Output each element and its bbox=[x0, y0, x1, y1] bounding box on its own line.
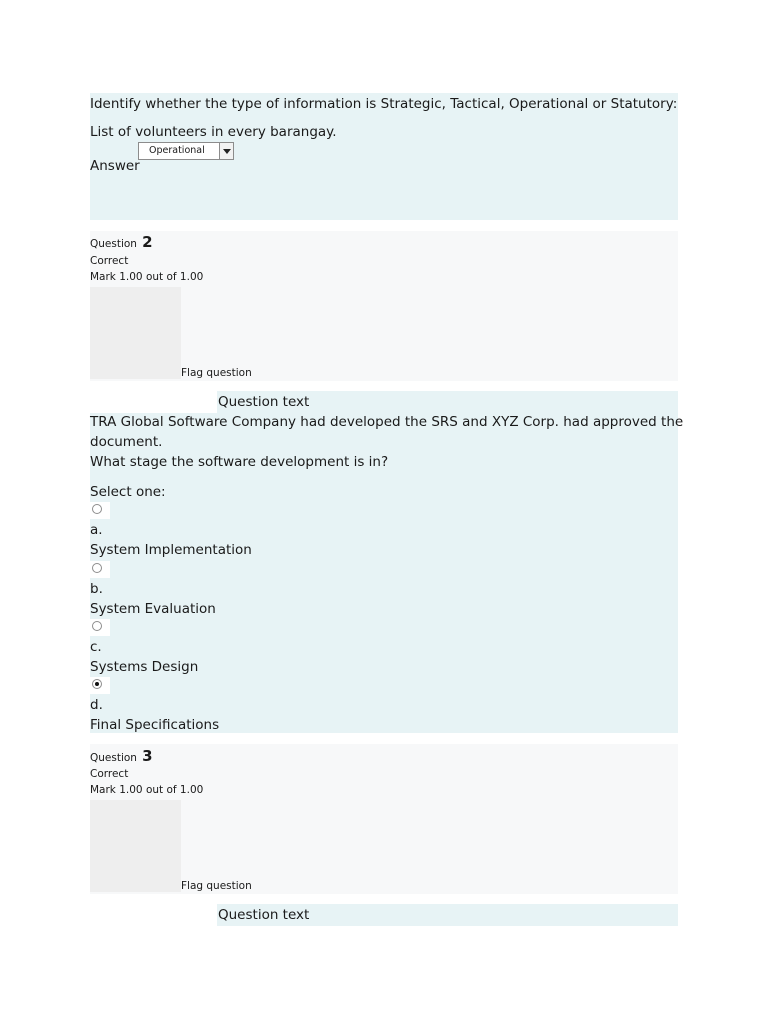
option-b-letter: b. bbox=[90, 581, 103, 597]
q2-status: Correct bbox=[90, 255, 129, 267]
q2-select-one: Select one: bbox=[90, 484, 166, 500]
option-a-letter: a. bbox=[90, 522, 103, 538]
q2-mark: Mark 1.00 out of 1.00 bbox=[90, 271, 204, 283]
option-d-label[interactable]: Final Specifications bbox=[90, 717, 220, 733]
option-a-radio[interactable] bbox=[92, 504, 102, 514]
q2-text-line2: document. bbox=[90, 434, 163, 450]
q3-number: 3 bbox=[142, 747, 153, 765]
q2-text-header: Question text bbox=[218, 394, 310, 410]
q2-question-label: Question bbox=[90, 238, 137, 250]
q2-text-line1: TRA Global Software Company had developed the SRS and XYZ Corp. had approved the bbox=[90, 414, 684, 430]
q1-item: List of volunteers in every barangay. bbox=[90, 124, 337, 140]
q2-number: 2 bbox=[142, 233, 153, 251]
q3-text-header: Question text bbox=[218, 907, 310, 923]
option-c-radio[interactable] bbox=[92, 621, 102, 631]
option-a-radio-wrap bbox=[90, 502, 110, 519]
q3-status: Correct bbox=[90, 768, 129, 780]
q2-flag-area bbox=[90, 287, 181, 379]
q3-flag-question[interactable]: Flag question bbox=[181, 880, 252, 892]
option-b-radio-wrap bbox=[90, 561, 110, 578]
option-c-letter: c. bbox=[90, 639, 102, 655]
q3-flag-area bbox=[90, 800, 181, 892]
option-a-label[interactable]: System Implementation bbox=[90, 542, 252, 558]
q3-question-label: Question bbox=[90, 752, 137, 764]
option-b-radio[interactable] bbox=[92, 563, 102, 573]
q1-answer-select[interactable] bbox=[138, 142, 234, 160]
option-d-radio[interactable] bbox=[92, 679, 102, 689]
q3-mark: Mark 1.00 out of 1.00 bbox=[90, 784, 204, 796]
q1-instruction: Identify whether the type of information is Strategic, Tactical, Operational or Statutory: bbox=[90, 96, 678, 112]
option-c-radio-wrap bbox=[90, 619, 110, 636]
q2-flag-question[interactable]: Flag question bbox=[181, 367, 252, 379]
q3-heading bbox=[90, 746, 153, 766]
option-c-label[interactable]: Systems Design bbox=[90, 659, 199, 675]
option-d-letter: d. bbox=[90, 697, 103, 713]
option-b-label[interactable]: System Evaluation bbox=[90, 601, 216, 617]
q1-answer-label: Answer bbox=[90, 158, 140, 174]
option-d-radio-wrap bbox=[90, 677, 110, 694]
q1-selected-value: Operational bbox=[149, 145, 205, 156]
q2-heading bbox=[90, 232, 153, 252]
chevron-down-icon[interactable] bbox=[219, 143, 233, 159]
q2-text-line3: What stage the software development is in? bbox=[90, 454, 389, 470]
